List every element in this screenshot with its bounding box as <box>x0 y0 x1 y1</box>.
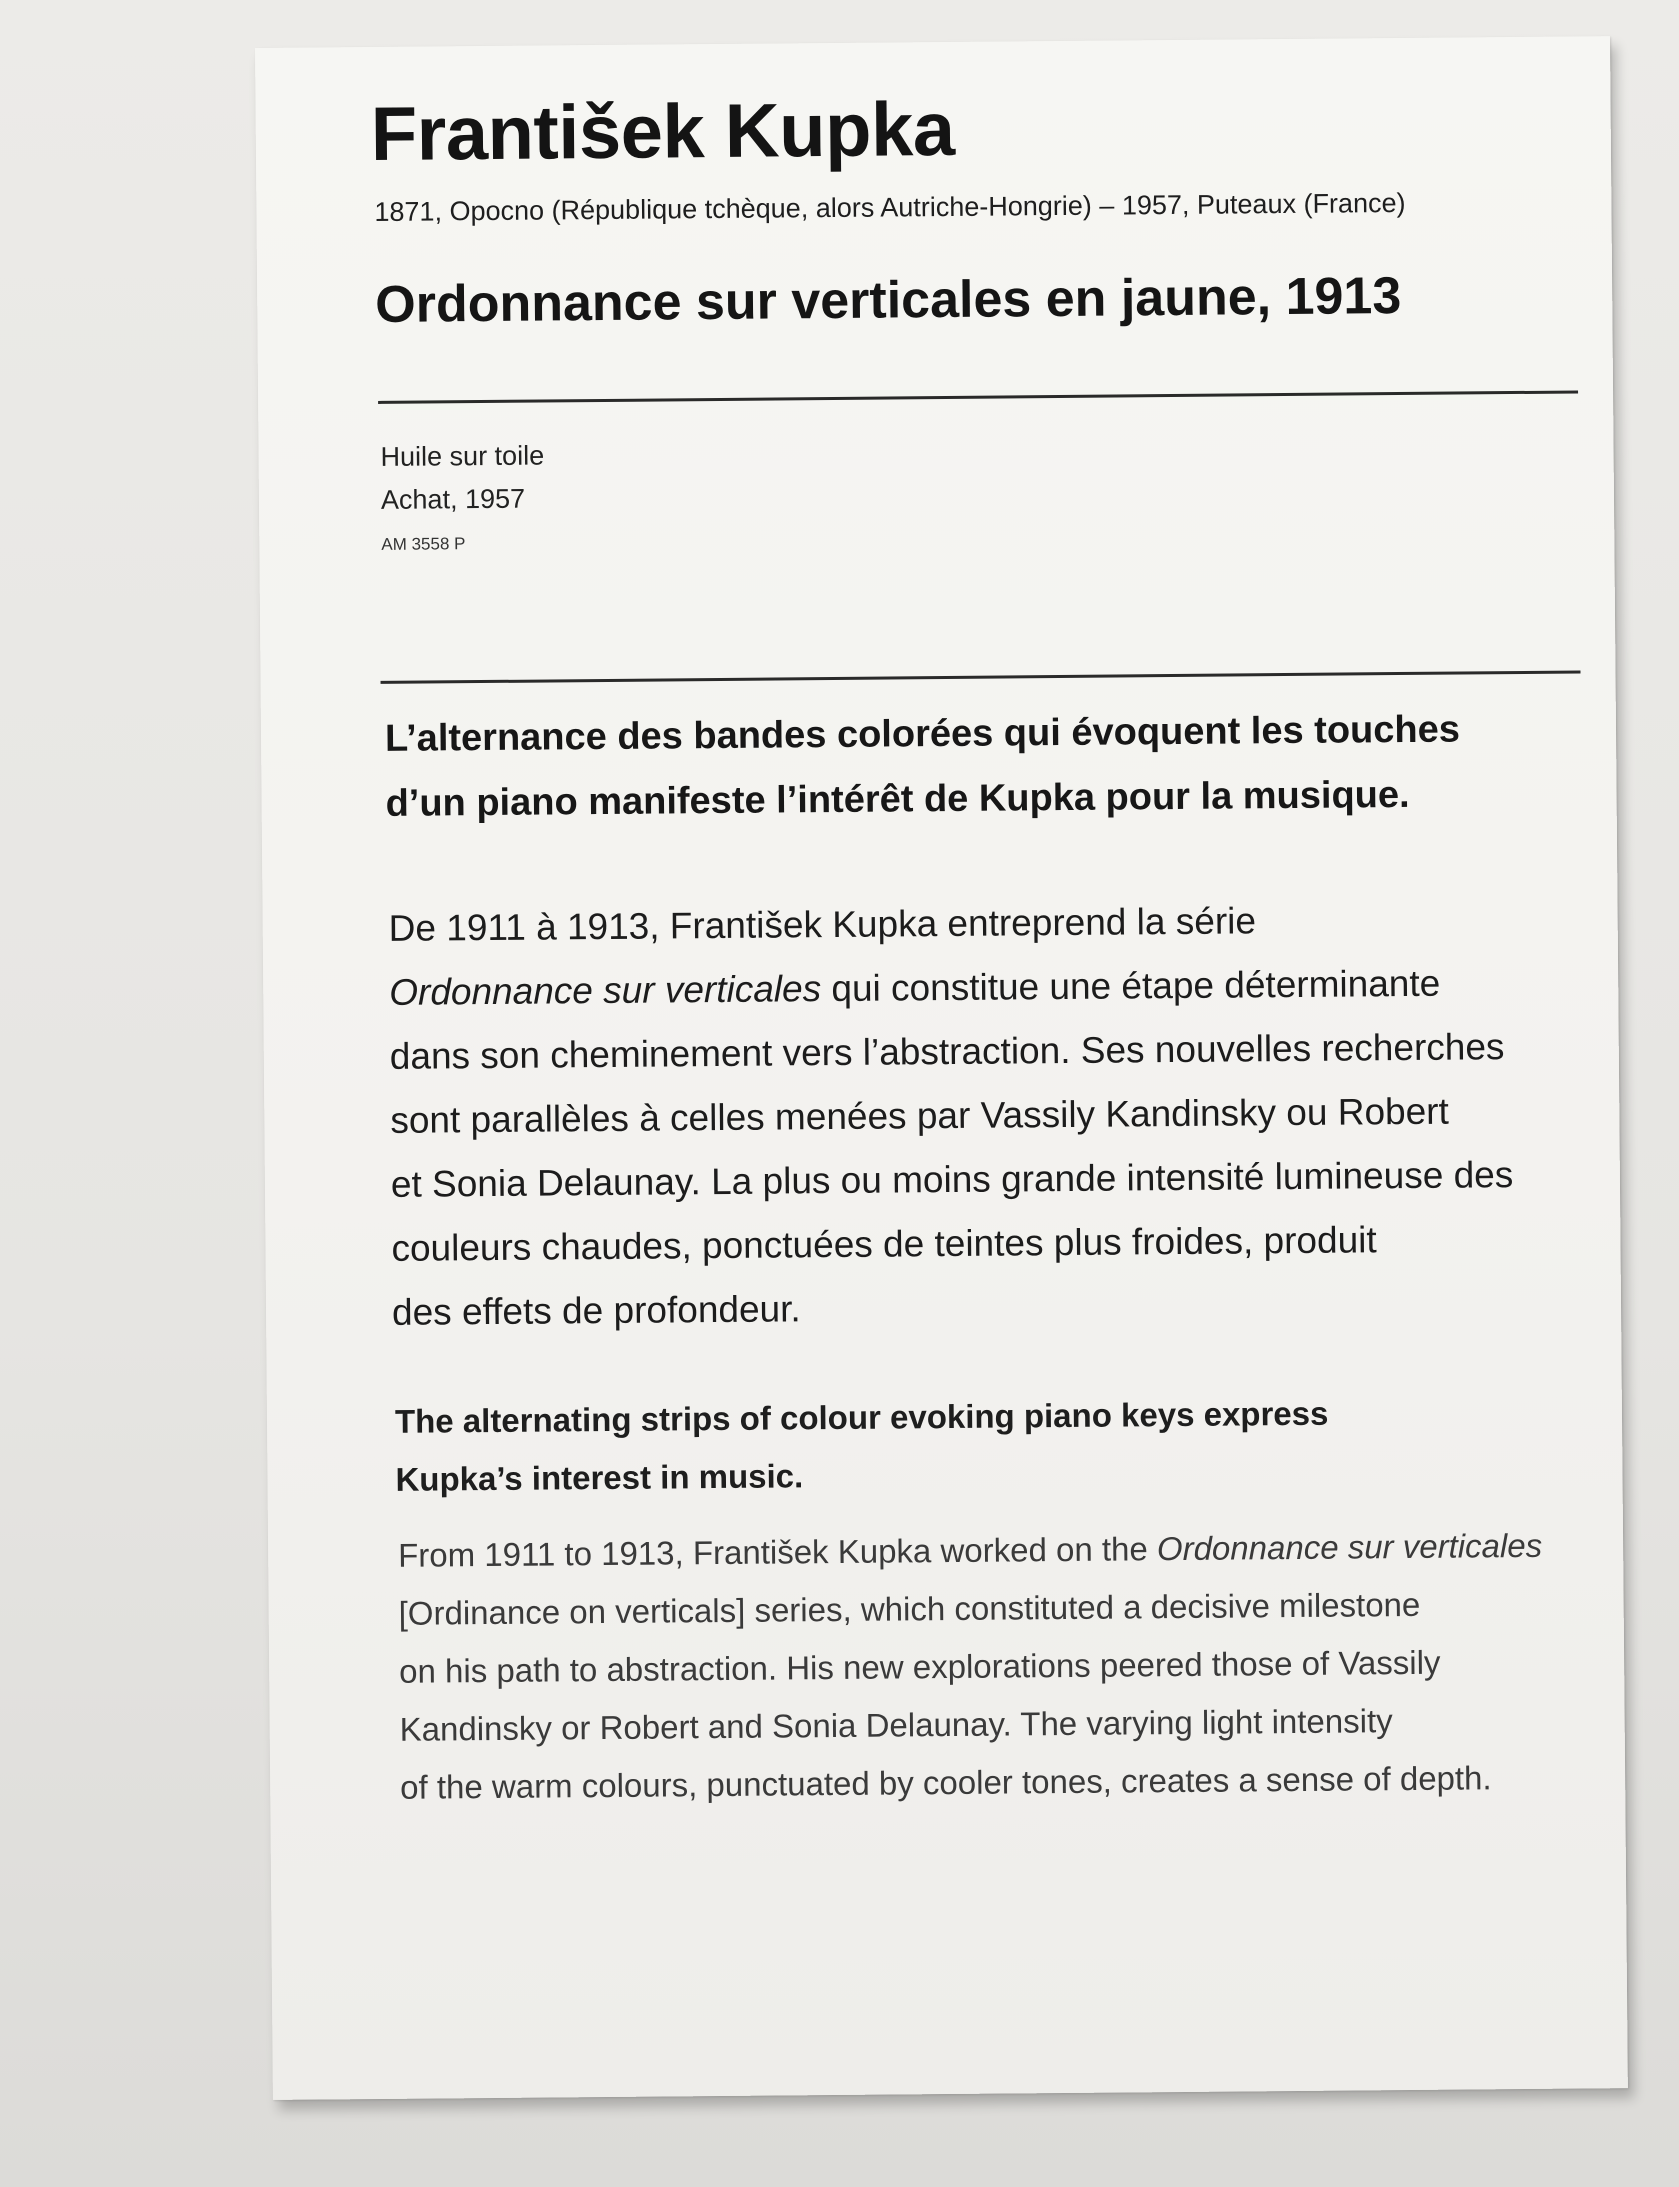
artist-bio: 1871, Opocno (République tchèque, alors Autriche-Hongrie) – 1957, Puteaux (France) <box>374 187 1406 227</box>
english-body-line: of the warm colours, punctuated by cooler tones, creates a sense of depth. <box>400 1759 1492 1806</box>
english-body-line-start: From 1911 to 1913, František Kupka worked on the <box>397 1530 1158 1574</box>
french-body-line: dans son cheminement vers l’abstraction. Ses nouvelles recherches <box>389 1026 1505 1077</box>
french-body-line <box>389 950 1590 1024</box>
english-lead-line: The alternating strips of colour evoking piano keys express <box>394 1394 1329 1440</box>
artwork-acquisition: Achat, 1957 <box>380 483 526 515</box>
divider-top <box>378 390 1578 403</box>
french-lead-line: d’un piano manifeste l’intérêt de Kupka pour la musique. <box>385 773 1410 825</box>
french-body <box>388 886 1592 1344</box>
english-body-line <box>398 1516 1598 1584</box>
series-title-italic: Ordonnance sur verticales <box>389 968 822 1013</box>
series-title-italic: Ordonnance sur verticales <box>1156 1526 1543 1568</box>
artwork-title: Ordonnance sur verticales en jaune, 1913 <box>374 267 1402 334</box>
english-body-line: Kandinsky or Robert and Sonia Delaunay. The varying light intensity <box>399 1702 1393 1748</box>
french-body-line: et Sonia Delaunay. La plus ou moins grande intensité lumineuse des <box>390 1154 1514 1205</box>
inventory-number: AM 3558 P <box>381 534 466 554</box>
english-body <box>398 1516 1600 1816</box>
english-body-line: on his path to abstraction. His new explorations peered those of Vassily <box>399 1643 1441 1690</box>
divider-bottom <box>381 670 1581 683</box>
french-body-line: sont parallèles à celles menées par Vassily Kandinsky ou Robert <box>390 1090 1449 1141</box>
french-body-line: couleurs chaudes, ponctuées de teintes plus froides, produit <box>391 1219 1377 1269</box>
english-lead-line: Kupka’s interest in music. <box>395 1457 804 1498</box>
english-body-line: [Ordinance on verticals] series, which constituted a decisive milestone <box>398 1585 1421 1632</box>
french-body-line: De 1911 à 1913, František Kupka entreprend la série <box>388 900 1257 949</box>
english-lead <box>395 1383 1496 1509</box>
french-lead <box>385 697 1546 837</box>
artwork-medium: Huile sur toile <box>380 440 545 472</box>
french-body-line-rest: qui constitue une étape déterminante <box>820 962 1441 1010</box>
french-lead-line: L’alternance des bandes colorées qui évoquent les touches <box>384 708 1461 760</box>
museum-label-card <box>255 36 1628 2100</box>
artist-name: František Kupka <box>370 86 955 177</box>
french-body-line: des effets de profondeur. <box>391 1288 801 1333</box>
